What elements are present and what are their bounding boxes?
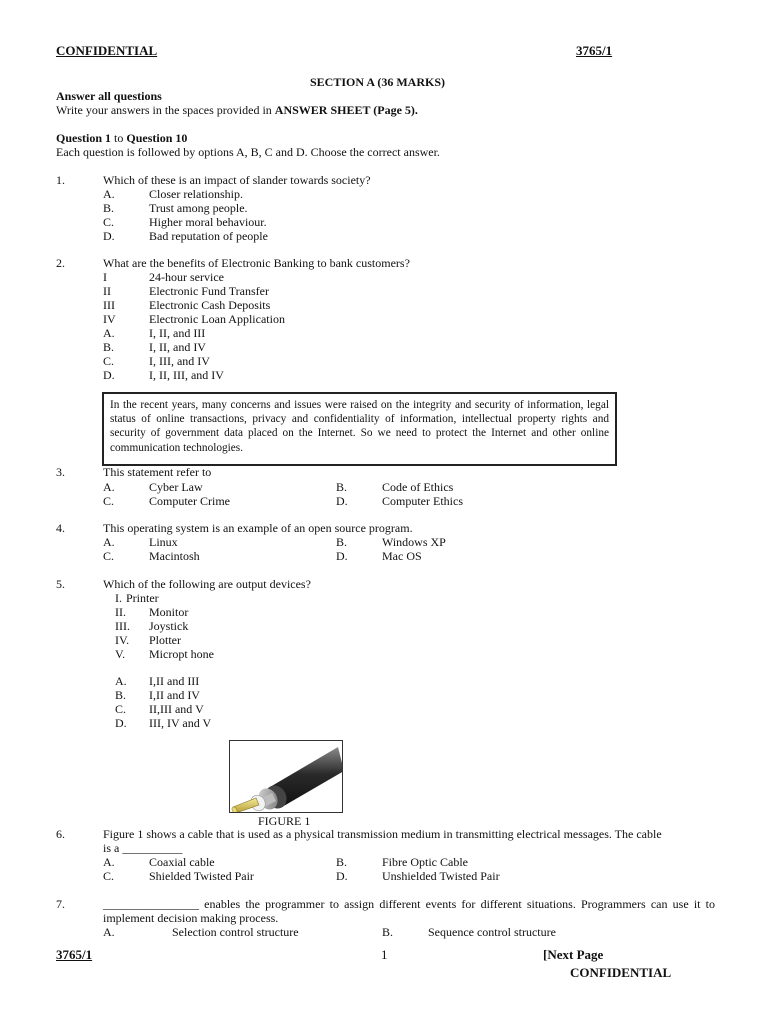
q3-option-text: Computer Ethics bbox=[382, 494, 463, 508]
q1-option-text: Bad reputation of people bbox=[149, 229, 268, 243]
question-range-end: Question 10 bbox=[126, 131, 188, 145]
q4-text: This operating system is an example of an open source program. bbox=[103, 521, 413, 535]
page-number: 1 bbox=[381, 947, 388, 962]
q4-option-letter: D. bbox=[336, 549, 348, 563]
q2-option-letter: A. bbox=[103, 326, 115, 340]
q7-number: 7. bbox=[56, 897, 65, 911]
q5-statement-roman: IV. bbox=[115, 633, 130, 647]
q4-option-letter: C. bbox=[103, 549, 115, 563]
q5-option-text: I,II and III bbox=[149, 674, 200, 688]
q1-option-text: Trust among people. bbox=[149, 201, 248, 215]
instructions-line bbox=[56, 103, 418, 117]
q6-option-text: Coaxial cable bbox=[149, 855, 215, 869]
q5-option-text: II,III and V bbox=[149, 702, 204, 716]
q2-statement-roman: I bbox=[103, 270, 107, 284]
next-page-label: [Next Page bbox=[543, 947, 604, 962]
question-range-to: to bbox=[111, 131, 127, 145]
question-range-start: Question 1 bbox=[56, 131, 112, 145]
q4-option-text: Mac OS bbox=[382, 549, 422, 563]
q3-option-text: Cyber Law bbox=[149, 480, 203, 494]
q5-text: Which of the following are output devices? bbox=[103, 577, 311, 591]
q6-option-letter: A. bbox=[103, 855, 115, 869]
q6-number: 6. bbox=[56, 827, 65, 841]
q3-option-text: Code of Ethics bbox=[382, 480, 454, 494]
instructions-heading: Answer all questions bbox=[56, 89, 162, 103]
q3-number: 3. bbox=[56, 465, 65, 479]
q3-option-letter: D. bbox=[336, 494, 348, 508]
header-paper-code: 3765/1 bbox=[576, 43, 613, 58]
q3-option-letter: C. bbox=[103, 494, 115, 508]
q2-statement-roman: III bbox=[103, 298, 115, 312]
q7-option-letter: A. bbox=[103, 925, 115, 939]
q5-number: 5. bbox=[56, 577, 65, 591]
q2-number: 2. bbox=[56, 256, 65, 270]
q2-option-text: I, II, and III bbox=[149, 326, 206, 340]
q5-statement-text: Printer bbox=[126, 591, 159, 605]
q6-option-text: Shielded Twisted Pair bbox=[149, 869, 254, 883]
q2-statement-text: 24-hour service bbox=[149, 270, 224, 284]
q2-option-text: I, II, III, and IV bbox=[149, 368, 224, 382]
q1-option-letter: B. bbox=[103, 201, 115, 215]
q5-statement-roman: I. bbox=[115, 591, 122, 605]
q5-option-text: I,II and IV bbox=[149, 688, 200, 702]
q6-text-line1: Figure 1 shows a cable that is used as a physical transmission medium in transmitting electrical messages. The cable bbox=[103, 827, 662, 841]
q2-statement-text: Electronic Loan Application bbox=[149, 312, 285, 326]
q4-option-letter: B. bbox=[336, 535, 348, 549]
q1-option-letter: C. bbox=[103, 215, 115, 229]
q6-option-letter: B. bbox=[336, 855, 348, 869]
q1-text: Which of these is an impact of slander towards society? bbox=[103, 173, 371, 187]
q3-option-letter: A. bbox=[103, 480, 115, 494]
q5-option-letter: D. bbox=[115, 716, 127, 730]
q2-statement-roman: IV bbox=[103, 312, 116, 326]
q5-option-text: III, IV and V bbox=[149, 716, 212, 730]
q1-number: 1. bbox=[56, 173, 65, 187]
q4-option-text: Macintosh bbox=[149, 549, 200, 563]
q2-option-text: I, II, and IV bbox=[149, 340, 206, 354]
q1-option-letter: A. bbox=[103, 187, 115, 201]
q5-statement-text: Monitor bbox=[149, 605, 189, 619]
q2-option-letter: B. bbox=[103, 340, 115, 354]
q4-option-letter: A. bbox=[103, 535, 115, 549]
q7-option-text: Sequence control structure bbox=[428, 925, 556, 939]
q3-option-letter: B. bbox=[336, 480, 348, 494]
section-title: SECTION A (36 MARKS) bbox=[310, 75, 446, 89]
q1-option-text: Closer relationship. bbox=[149, 187, 243, 201]
figure-1-image bbox=[229, 740, 343, 813]
q5-statement-roman: III. bbox=[115, 619, 130, 633]
q5-statement-text: Joystick bbox=[149, 619, 189, 633]
q5-statement-text: Micropt hone bbox=[149, 647, 214, 661]
q2-text: What are the benefits of Electronic Banking to bank customers? bbox=[103, 256, 410, 270]
q4-option-text: Linux bbox=[149, 535, 178, 549]
q5-statement-roman: II. bbox=[115, 605, 126, 619]
q1-option-letter: D. bbox=[103, 229, 115, 243]
q5-option-letter: B. bbox=[115, 688, 127, 702]
q4-number: 4. bbox=[56, 521, 65, 535]
q5-statement-roman: V. bbox=[115, 647, 126, 661]
q2-statement-roman: II bbox=[103, 284, 111, 298]
q7-option-text: Selection control structure bbox=[172, 925, 299, 939]
q6-option-letter: D. bbox=[336, 869, 348, 883]
q3-option-text: Computer Crime bbox=[149, 494, 230, 508]
q2-option-letter: D. bbox=[103, 368, 115, 382]
q2-option-letter: C. bbox=[103, 354, 115, 368]
q5-option-letter: C. bbox=[115, 702, 127, 716]
figure-caption: FIGURE 1 bbox=[258, 814, 311, 828]
passage-box: In the recent years, many concerns and issues were raised on the integrity and security of information, legal status of online transactions, privacy and confidentiality of information, intellectual property rights and security of government data placed on the Internet. So we need to protect the Internet and other online communication technologies. bbox=[102, 392, 617, 466]
q2-option-text: I, III, and IV bbox=[149, 354, 210, 368]
q1-option-text: Higher moral behaviour. bbox=[149, 215, 267, 229]
answer-sheet-ref: ANSWER SHEET (Page 5). bbox=[274, 103, 418, 117]
q3-text: This statement refer to bbox=[103, 465, 212, 479]
question-range bbox=[56, 131, 187, 145]
q4-option-text: Windows XP bbox=[382, 535, 446, 549]
q7-option-letter: B. bbox=[382, 925, 394, 939]
q6-option-text: Fibre Optic Cable bbox=[382, 855, 468, 869]
q5-statement-text: Plotter bbox=[149, 633, 181, 647]
coaxial-cable-icon bbox=[230, 741, 342, 812]
q6-option-text: Unshielded Twisted Pair bbox=[382, 869, 500, 883]
q6-text-line2: is a __________ bbox=[103, 841, 183, 855]
footer-paper-code: 3765/1 bbox=[56, 947, 93, 962]
question-range-subtext: Each question is followed by options A, B, C and D. Choose the correct answer. bbox=[56, 145, 440, 159]
q6-option-letter: C. bbox=[103, 869, 115, 883]
q2-statement-text: Electronic Fund Transfer bbox=[149, 284, 269, 298]
header-confidential: CONFIDENTIAL bbox=[56, 43, 158, 58]
q2-statement-text: Electronic Cash Deposits bbox=[149, 298, 271, 312]
q7-text: ________________ enables the programmer to assign different events for different situations. Programmers can use it to implement decision making process. bbox=[103, 897, 715, 925]
instructions-text: Write your answers in the spaces provided in bbox=[56, 103, 275, 117]
footer-confidential: CONFIDENTIAL bbox=[570, 965, 672, 980]
q5-option-letter: A. bbox=[115, 674, 127, 688]
